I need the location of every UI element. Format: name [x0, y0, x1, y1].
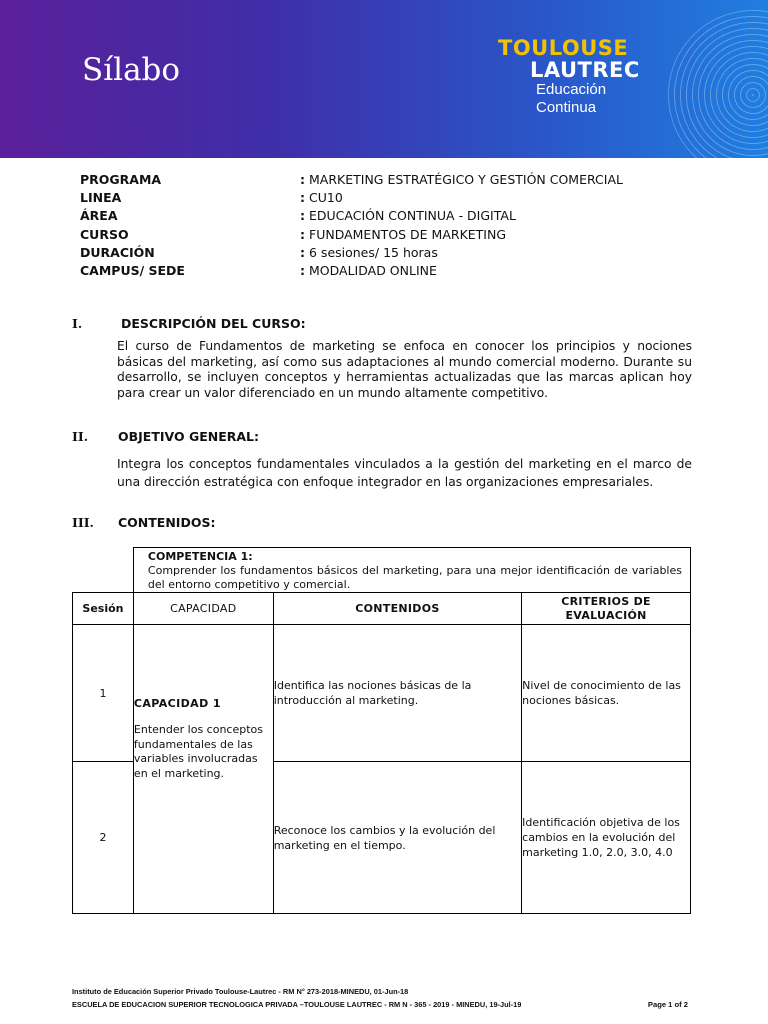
- decorative-arc: [668, 10, 768, 158]
- info-row-programa: PROGRAMA : MARKETING ESTRATÉGICO Y GESTIÓN COMERCIAL: [80, 171, 623, 189]
- capacidad-cell: [133, 625, 273, 914]
- sesion-number: 1: [73, 625, 134, 762]
- competencia-cell: [133, 548, 690, 593]
- section-heading-descripcion: [72, 316, 306, 331]
- footer-line-1: Instituto de Educación Superior Privado Toulouse-Lautrec - RM N° 273-2018-MINEDU, 01-Jun-18: [72, 987, 409, 996]
- header-capacidad: CAPACIDAD: [133, 593, 273, 625]
- section-title: OBJETIVO GENERAL:: [118, 429, 260, 444]
- contenido-cell: Reconoce los cambios y la evolución del marketing en el tiempo.: [273, 762, 521, 914]
- section-text-descripcion: El curso de Fundamentos de marketing se enfoca en conocer los principios y nociones básicas del marketing, así como sus adaptaciones al mundo comercial moderno. Durante su desarrollo, se incluyen conceptos y herramientas actualizadas que las marcas aplican hoy para crear un valor diferenciado en un mundo altamente competitivo.: [117, 339, 692, 400]
- info-key: ÁREA: [80, 208, 118, 224]
- competencia-row: [73, 548, 691, 593]
- criterio-cell: Nivel de conocimiento de las nociones básicas.: [522, 625, 691, 762]
- info-row-curso: CURSO : FUNDAMENTOS DE MARKETING: [80, 226, 623, 244]
- capacidad-title: CAPACIDAD 1: [133, 696, 221, 710]
- section-text-objetivo: Integra los conceptos fundamentales vinculados a la gestión del marketing en el marco de una dirección estratégica con enfoque integrador en las organizaciones empresariales.: [117, 457, 692, 489]
- info-row-duracion: DURACIÓN : 6 sesiones/ 15 horas: [80, 244, 623, 262]
- criterio-cell: Identificación objetiva de los cambios en la evolución del marketing 1.0, 2.0, 3.0, 4.0: [522, 762, 691, 914]
- section-number: I.: [72, 316, 83, 331]
- info-key: CURSO: [80, 226, 129, 242]
- info-value: EDUCACIÓN CONTINUA - DIGITAL: [309, 208, 516, 224]
- course-info: [80, 171, 623, 280]
- header-contenidos: CONTENIDOS: [273, 593, 521, 625]
- info-row-area: ÁREA : EDUCACIÓN CONTINUA - DIGITAL: [80, 207, 623, 225]
- competencia-title: COMPETENCIA 1:: [147, 550, 253, 563]
- header-banner: [0, 0, 768, 158]
- page-number: Page 1 of 2: [647, 1000, 688, 1009]
- info-value: MARKETING ESTRATÉGICO Y GESTIÓN COMERCIAL: [309, 172, 623, 187]
- section-title: DESCRIPCIÓN DEL CURSO:: [121, 316, 306, 331]
- info-row-linea: LINEA : CU10: [80, 189, 623, 207]
- logo-line-2: LAUTREC: [530, 58, 640, 82]
- sesion-number: 2: [73, 762, 134, 914]
- info-value: 6 sesiones/ 15 horas: [309, 244, 438, 260]
- section-heading-contenidos: [72, 515, 215, 530]
- header-row: [73, 593, 691, 625]
- contents-table: [72, 547, 691, 914]
- logo-sub-2: Continua: [536, 99, 597, 116]
- capacidad-text: Entender los conceptos fundamentales de las variables involucradas en el marketing.: [133, 723, 263, 780]
- info-value: MODALIDAD ONLINE: [309, 262, 437, 278]
- logo-sub-1: Educación: [536, 81, 607, 98]
- footer-line-2: ESCUELA DE EDUCACION SUPERIOR TECNOLOGICA PRIVADA –TOULOUSE LAUTREC - RM N - 365 - 2019 - MINEDU, 19-Jul-19: [72, 1000, 522, 1009]
- logo-line-1: TOULOUSE: [498, 36, 629, 60]
- info-value: FUNDAMENTOS DE MARKETING: [309, 226, 507, 242]
- section-number: II.: [72, 429, 89, 444]
- page-footer: [72, 985, 688, 1011]
- info-key: CAMPUS/ SEDE: [80, 262, 185, 278]
- info-key: LINEA: [80, 190, 122, 206]
- section-title: CONTENIDOS:: [118, 515, 216, 530]
- section-number: III.: [72, 515, 94, 530]
- contenido-cell: Identifica las nociones básicas de la introducción al marketing.: [273, 625, 521, 762]
- info-key: DURACIÓN: [80, 244, 155, 260]
- header-criterios: CRITERIOS DE EVALUACIÓN: [522, 593, 691, 625]
- info-key: PROGRAMA: [80, 172, 162, 187]
- section-heading-objetivo: [72, 429, 259, 444]
- table-row: [73, 625, 691, 762]
- competencia-text: Comprender los fundamentos básicos del marketing, para una mejor identificación de variables del entorno competitivo y comercial.: [147, 564, 682, 591]
- page-title: Sílabo: [82, 52, 181, 88]
- toulouse-lautrec-logo: [498, 37, 640, 117]
- info-row-campus: CAMPUS/ SEDE : MODALIDAD ONLINE: [80, 262, 623, 280]
- header-sesion: Sesión: [73, 593, 134, 625]
- info-value: CU10: [309, 190, 343, 206]
